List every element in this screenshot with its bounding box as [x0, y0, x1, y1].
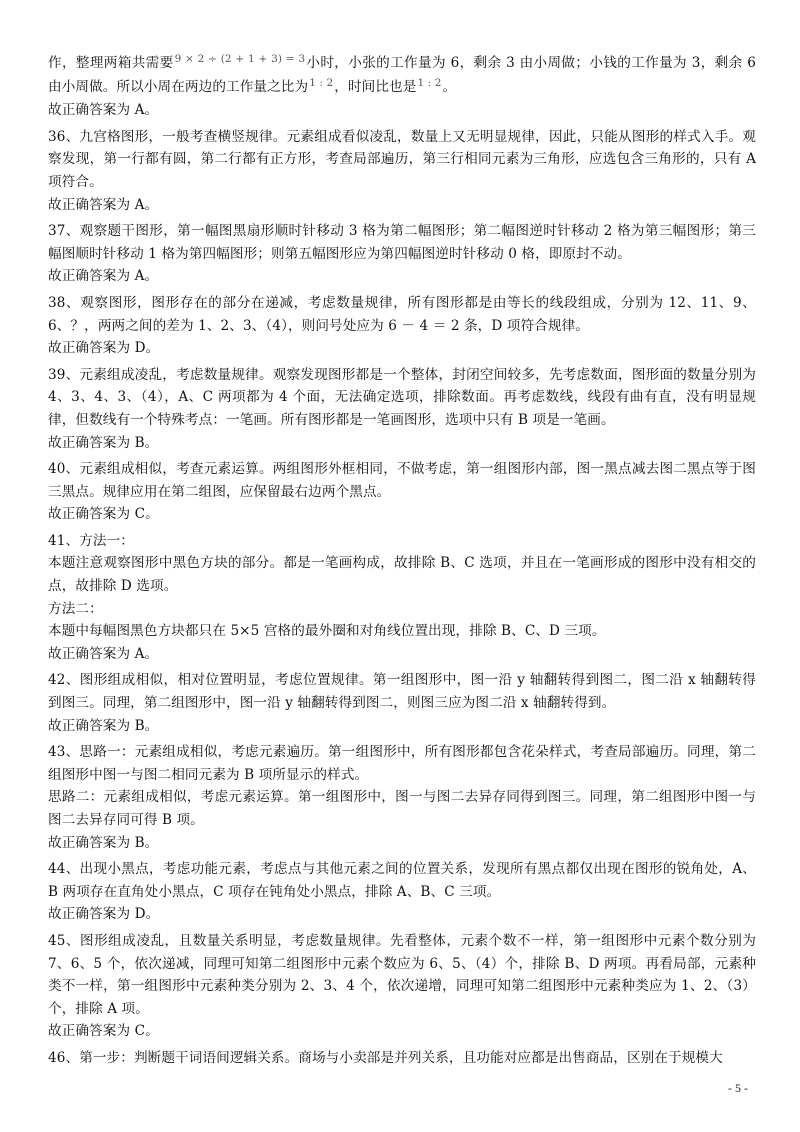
explanation-43-idea1: 43、思路一：元素组成相似，考虑元素遍历。第一组图形中，所有图形都包含花朵样式，考查局部遍历。同理，第二组图形中图一与图二相同元素为 B 项所显示的样式。: [48, 744, 756, 783]
answer-line: 故正确答案为 A。: [48, 268, 159, 285]
explanation-46: 46、第一步：判断题干词语间逻辑关系。商场与小卖部是并列关系，且功能对应都是出售商品，区别在于规模大: [48, 1049, 723, 1066]
answer-line: 故正确答案为 A。: [48, 102, 159, 119]
explanation-38: 38、观察图形，图形存在的部分在递减，考虑数量规律，所有图形都是由等长的线段组成，分别为 12、11、9、6、？，两两之间的差为 1、2、3、（4），则问号处应为 6 － 4 ＝ 2 条，D 项符合规律。: [48, 294, 756, 334]
explanation-36: 36、九宫格图形，一般考查横竖规律。元素组成看似凌乱，数量上又无明显规律，因此，只能从图形的样式入手。观察发现，第一行都有圆，第二行都有正方形，考查局部遍历，第三行相同元素为三角形，应选包含三角形的，只有 A 项符合。: [48, 128, 756, 190]
text-run: ，时间比也是: [334, 78, 417, 95]
explanation-41-method2: 本题中每幅图黑色方块都只在 5×5 宫格的最外圈和对角线位置出现，排除 B、C、D 三项。: [48, 623, 606, 640]
answer-line: 故正确答案为 D。: [48, 906, 160, 923]
answer-line: 故正确答案为 B。: [48, 717, 159, 734]
answer-line: 故正确答案为 C。: [48, 1023, 159, 1040]
explanation-41-heading2: 方法二：: [48, 600, 103, 617]
answer-line: 故正确答案为 D。: [48, 340, 160, 357]
explanation-41-method1: 本题注意观察图形中黑色方块的部分。都是一笔画构成，故排除 B、C 选项，并且在一笔画形成的图形中没有相交的点，故排除 D 选项。: [48, 555, 756, 595]
text-run: 。: [442, 78, 457, 95]
explanation-40: 40、元素组成相似，考查元素运算。两组图形外框相同，不做考虑，第一组图形内部，图一黑点减去图二黑点等于图三黑点。规律应用在第二组图，应保留最右边两个黑点。: [48, 461, 756, 500]
explanation-39: 39、元素组成凌乱，考虑数量规律。观察发现图形都是一个整体，封闭空间较多，先考虑数面，图形面的数量分别为 4、3、4、3、（4），A、C 两项都为 4 个面，无法确定选项，排除数面。再考虑数线，线段有曲有直，没有明显规律，但数线有一个特殊考点：一笔画。所有图形都是一笔画图形，选项中只有 B 项是一笔画。: [48, 366, 756, 428]
formula: 1 : 2: [309, 76, 334, 89]
explanation-44: 44、出现小黑点，考虑功能元素，考虑点与其他元素之间的位置关系，发现所有黑点都仅出现在图形的锐角处，A、B 两项存在直角处小黑点，C 项存在钝角处小黑点，排除 A、B、C 三项。: [48, 861, 756, 900]
answer-line: 故正确答案为 C。: [48, 506, 159, 523]
answer-line: 故正确答案为 A。: [48, 645, 159, 662]
answer-line: 故正确答案为 B。: [48, 434, 159, 451]
explanation-42: 42、图形组成相似，相对位置明显，考虑位置规律。第一组图形中，图一沿 y 轴翻转得到图二，图二沿 x 轴翻转得到图三。同理，第二组图形中，图一沿 y 轴翻转得到图二，则图三应为图二沿 x 轴翻转得到。: [48, 672, 756, 712]
formula: 9 × 2 ÷ (2 + 1 + 3) = 3: [174, 53, 306, 65]
formula: 1 : 2: [417, 76, 442, 89]
explanation-45: 45、图形组成凌乱，且数量关系明显，考虑数量规律。先看整体，元素个数不一样，第一组图形中元素个数分别为 7、6、5 个，依次递减，同理可知第二组图形中元素个数应为 6、5、（4）个，排除 B、D 两项。再看局部，元素种类不一样，第一组图形中元素种类分别为 2、3、4 个，依次递增，同理可知第二组图形中元素种类应为 1、2、（3）个，排除 A 项。: [48, 932, 756, 1017]
explanation-37: 37、观察题干图形，第一幅图黑扇形顺时针移动 3 格为第二幅图形；第二幅图逆时针移动 2 格为第三幅图形；第三幅图顺时针移动 1 格为第四幅图形；则第五幅图形应为第四幅图逆时针移动 0 格，即原封不动。: [48, 223, 756, 262]
explanation-43-idea2: 思路二：元素组成相似，考虑元素运算。第一组图形中，图一与图二去异存同得到图三。同理，第二组图形中图一与图二去异存同可得 B 项。: [48, 789, 756, 828]
text-run: 作，整理两箱共需要: [48, 55, 174, 71]
answer-line: 故正确答案为 B。: [48, 834, 159, 851]
explanation-41-heading: 41、方法一：: [48, 532, 134, 549]
document-page: [48, 52, 756, 1070]
paragraph-35-tail: [48, 52, 756, 99]
answer-line: 故正确答案为 A。: [48, 196, 159, 213]
page-number: - 5 -: [728, 1081, 748, 1095]
text-run: 小时，小张的工作量为 6，剩余 3 由小周做；小钱的工作量为 3，剩余 6 由小周做。所以小周在两边的工作量之比为: [48, 55, 756, 95]
